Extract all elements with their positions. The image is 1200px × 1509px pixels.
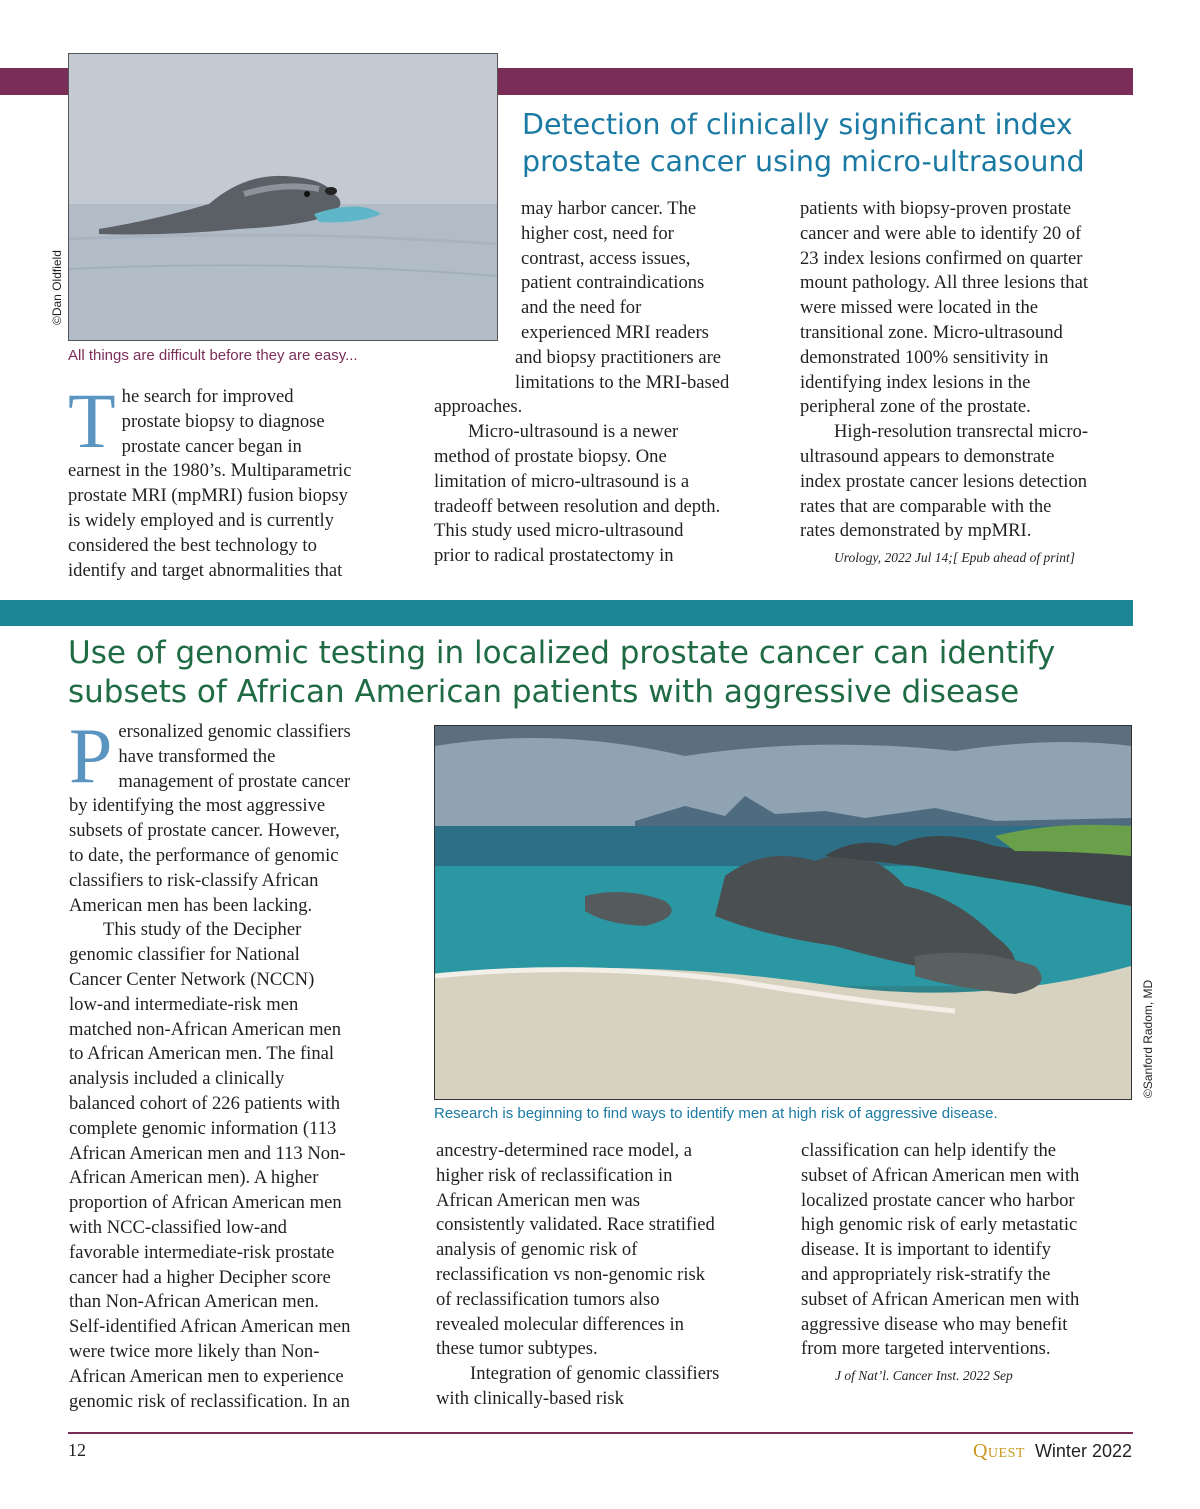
body-line: disease. It is important to identify xyxy=(801,1239,1051,1261)
body-line: rates demonstrated by mpMRI. xyxy=(800,520,1032,542)
body-line: and biopsy practitioners are xyxy=(515,346,722,368)
body-line: prostate biopsy to diagnose xyxy=(121,410,325,432)
body-line: favorable intermediate-risk prostate xyxy=(69,1241,335,1263)
body-line: earnest in the 1980’s. Multiparametric xyxy=(68,460,352,482)
body-line: American men has been lacking. xyxy=(69,894,313,916)
body-line: demonstrated 100% sensitivity in xyxy=(800,346,1049,368)
body-line: mount pathology. All three lesions that xyxy=(800,272,1088,294)
body-line: and the need for xyxy=(521,297,642,319)
body-line: African American men). A higher xyxy=(69,1167,319,1189)
coastline-photo xyxy=(434,725,1132,1100)
body-line: prostate MRI (mpMRI) fusion biopsy xyxy=(68,485,348,507)
article2-column-1 xyxy=(69,712,409,1414)
article1-column-3 xyxy=(800,197,1133,571)
body-line: analysis of genomic risk of xyxy=(436,1239,638,1261)
body-line: African American men and 113 Non- xyxy=(69,1142,346,1164)
body-line: prior to radical prostatectomy in xyxy=(434,545,674,567)
body-line: peripheral zone of the prostate. xyxy=(800,396,1031,418)
article-title-line: subsets of African American patients with aggressive disease xyxy=(68,674,1020,710)
body-line: with NCC-classified low-and xyxy=(69,1216,287,1238)
body-line: identify and target abnormalities that xyxy=(68,559,343,581)
drop-cap: T xyxy=(68,377,116,464)
body-line: genomic classifier for National xyxy=(69,944,300,966)
body-line: method of prostate biopsy. One xyxy=(434,445,667,467)
article-title-line: Use of genomic testing in localized prostate cancer can identify xyxy=(68,635,1056,671)
body-line: subset of African American men with xyxy=(801,1288,1080,1310)
article-title xyxy=(68,634,1133,712)
body-line: ancestry-determined race model, a xyxy=(436,1140,693,1161)
body-line: patient contraindications xyxy=(521,272,705,294)
body-line: transitional zone. Micro-ultrasound xyxy=(800,321,1063,343)
photo-caption: Research is beginning to find ways to identify men at high risk of aggressive disease. xyxy=(434,1105,998,1122)
masthead xyxy=(973,1440,1132,1463)
issue-date: Winter 2022 xyxy=(1034,1441,1132,1461)
article1-column-2 xyxy=(434,197,774,569)
seal-illustration xyxy=(69,54,497,340)
body-line: experienced MRI readers xyxy=(521,321,709,343)
article-title-line: Detection of clinically significant index xyxy=(522,108,1073,141)
body-line: cancer and were able to identify 20 of xyxy=(800,222,1082,244)
page-number: 12 xyxy=(68,1440,86,1460)
body-line: Micro-ultrasound is a newer xyxy=(468,421,679,443)
section-divider-band xyxy=(0,600,1133,626)
body-line: Self-identified African American men xyxy=(69,1316,351,1338)
body-line: prostate cancer began in xyxy=(121,435,302,457)
body-line: low-and intermediate-risk men xyxy=(69,993,299,1015)
body-line: were twice more likely than Non- xyxy=(69,1340,320,1362)
photo-credit: ©Dan Oldfield xyxy=(50,250,64,325)
body-line: 23 index lesions confirmed on quarter xyxy=(800,247,1083,269)
body-line: cancer had a higher Decipher score xyxy=(69,1266,331,1288)
body-line: High-resolution transrectal micro- xyxy=(834,421,1089,443)
body-line: balanced cohort of 226 patients with xyxy=(69,1092,341,1114)
body-line: tradeoff between resolution and depth. xyxy=(434,495,721,517)
citation: J of Nat’l. Cancer Inst. 2022 Sep xyxy=(835,1368,1013,1384)
body-line: management of prostate cancer xyxy=(118,770,351,792)
body-line: rates that are comparable with the xyxy=(800,495,1052,517)
body-line: matched non-African American men xyxy=(69,1018,342,1040)
body-line: limitations to the MRI-based xyxy=(515,371,730,393)
body-line: subset of African American men with xyxy=(801,1164,1080,1186)
body-line: to date, the performance of genomic xyxy=(69,844,339,866)
body-line: Cancer Center Network (NCCN) xyxy=(69,968,315,990)
body-line: ultrasound appears to demonstrate xyxy=(800,445,1055,467)
body-line: he search for improved xyxy=(121,386,294,407)
body-line: of reclassification tumors also xyxy=(436,1288,660,1310)
body-line: patients with biopsy-proven prostate xyxy=(800,198,1072,219)
body-line: proportion of African American men xyxy=(69,1192,342,1214)
body-line: Integration of genomic classifiers xyxy=(470,1363,720,1385)
body-line: revealed molecular differences in xyxy=(436,1313,684,1335)
body-line: limitation of micro-ultrasound is a xyxy=(434,470,690,492)
body-line: African American men was xyxy=(436,1189,640,1211)
article-title xyxy=(522,106,1122,180)
article2-column-2 xyxy=(436,1139,776,1412)
body-line: than Non-African American men. xyxy=(69,1291,319,1313)
body-line: these tumor subtypes. xyxy=(436,1338,598,1360)
body-line: high genomic risk of early metastatic xyxy=(801,1214,1078,1236)
body-line: considered the best technology to xyxy=(68,534,317,556)
magazine-name: Quest xyxy=(972,1440,1025,1462)
article2-column-3 xyxy=(801,1139,1133,1389)
photo-caption: All things are difficult before they are easy... xyxy=(68,347,358,364)
body-line: classifiers to risk-classify African xyxy=(69,869,319,891)
body-line: This study of the Decipher xyxy=(103,919,302,941)
body-line: localized prostate cancer who harbor xyxy=(801,1189,1075,1211)
article-title-line: prostate cancer using micro-ultrasound xyxy=(522,145,1085,178)
body-line: ersonalized genomic classifiers xyxy=(118,721,351,742)
body-line: consistently validated. Race stratified xyxy=(436,1214,715,1236)
citation: Urology, 2022 Jul 14;[ Epub ahead of print] xyxy=(834,550,1075,566)
body-line: African American men to experience xyxy=(69,1365,344,1387)
body-line: subsets of prostate cancer. However, xyxy=(69,820,340,842)
body-line: from more targeted interventions. xyxy=(801,1338,1051,1360)
body-line: were missed were located in the xyxy=(800,297,1039,319)
body-line: analysis included a clinically xyxy=(69,1068,285,1090)
body-line: classification can help identify the xyxy=(801,1140,1057,1161)
photo-credit: ©Sanford Radom, MD xyxy=(1141,979,1155,1098)
article1-column-1 xyxy=(68,377,408,583)
body-line: approaches. xyxy=(434,396,523,418)
footer-rule xyxy=(68,1432,1133,1434)
body-line: reclassification vs non-genomic risk xyxy=(436,1263,706,1285)
body-line: may harbor cancer. The xyxy=(521,198,697,219)
body-line: This study used micro-ultrasound xyxy=(434,520,684,542)
body-line: index prostate cancer lesions detection xyxy=(800,470,1088,492)
body-line: to African American men. The final xyxy=(69,1043,335,1065)
body-line: with clinically-based risk xyxy=(436,1387,624,1409)
body-line: by identifying the most aggressive xyxy=(69,795,326,817)
body-line: and appropriately risk-stratify the xyxy=(801,1263,1051,1285)
coastline-illustration xyxy=(435,726,1131,1099)
body-line: higher risk of reclassification in xyxy=(436,1164,673,1186)
body-line: genomic risk of reclassification. In an xyxy=(69,1390,350,1412)
body-line: higher cost, need for xyxy=(521,222,674,244)
body-line: have transformed the xyxy=(118,745,276,767)
body-line: identifying index lesions in the xyxy=(800,371,1031,393)
body-line: aggressive disease who may benefit xyxy=(801,1313,1068,1335)
drop-cap: P xyxy=(69,712,113,799)
body-line: is widely employed and is currently xyxy=(68,509,334,531)
body-line: contrast, access issues, xyxy=(521,247,691,269)
body-line: complete genomic information (113 xyxy=(69,1117,337,1139)
